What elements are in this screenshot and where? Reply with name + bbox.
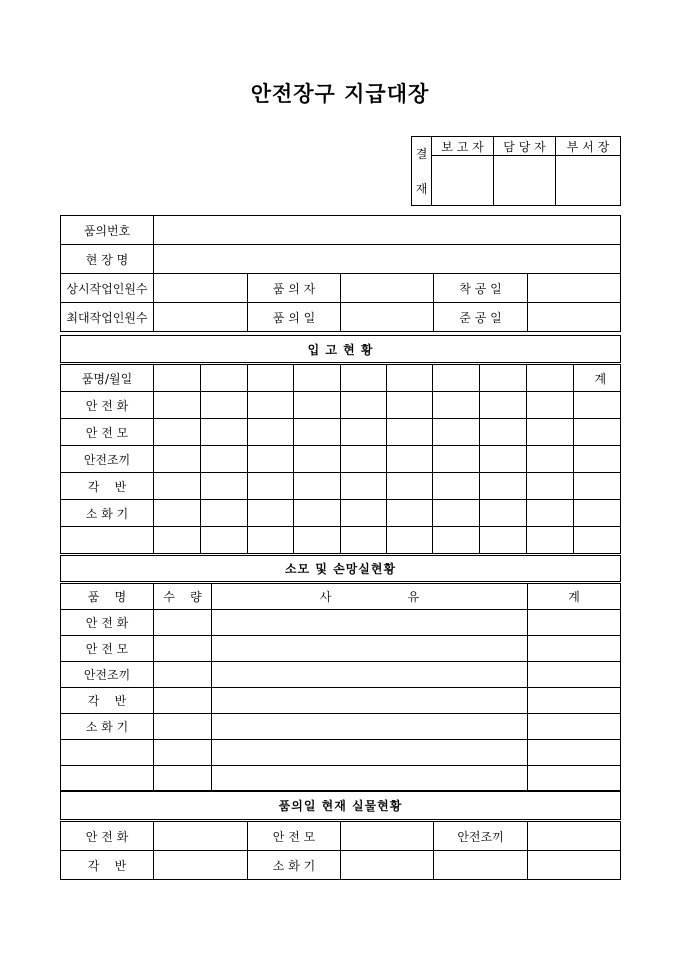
date-cell[interactable]: [294, 364, 341, 392]
loss-item-label: 안전조끼: [61, 662, 154, 688]
quantity-cell[interactable]: [433, 392, 480, 419]
quantity-cell[interactable]: [480, 500, 527, 527]
loss-header: 품 명: [61, 583, 154, 610]
quantity-cell[interactable]: [294, 392, 341, 419]
quantity-cell[interactable]: [154, 500, 201, 527]
loss-reason-cell[interactable]: [212, 662, 528, 688]
loss-quantity-cell[interactable]: [154, 662, 212, 688]
incoming-header-item: 품명/월일: [61, 364, 154, 392]
incoming-row: [61, 527, 621, 554]
quantity-cell[interactable]: [433, 500, 480, 527]
label-cell: 상시작업인원수: [61, 274, 154, 303]
quantity-cell[interactable]: [527, 500, 574, 527]
quantity-cell[interactable]: [294, 527, 341, 554]
quantity-cell[interactable]: [527, 446, 574, 473]
date-cell[interactable]: [154, 364, 201, 392]
loss-reason-cell[interactable]: [212, 610, 528, 636]
label-cell: 안 전 모: [248, 821, 341, 851]
quantity-cell[interactable]: [248, 419, 294, 446]
loss-item-label: 안 전 모: [61, 636, 154, 662]
incoming-row: [61, 446, 621, 473]
loss-header: 사 유: [212, 583, 528, 610]
quantity-cell[interactable]: [248, 500, 294, 527]
actual-section-title: 품의일 현재 실물현황: [61, 791, 621, 821]
quantity-cell[interactable]: [574, 392, 621, 419]
quantity-cell[interactable]: [433, 473, 480, 500]
quantity-cell[interactable]: [480, 446, 527, 473]
quantity-cell[interactable]: [201, 446, 248, 473]
approval-side-bottom: 재: [415, 182, 428, 196]
approval-side-label: [412, 137, 432, 206]
quantity-cell[interactable]: [154, 527, 201, 554]
label-cell: 준 공 일: [434, 303, 528, 332]
quantity-cell[interactable]: [433, 446, 480, 473]
loss-header: 계: [528, 583, 621, 610]
date-cell[interactable]: [201, 364, 248, 392]
loss-row: [61, 610, 621, 636]
loss-reason-cell[interactable]: [212, 740, 528, 766]
incoming-item-label: 안 전 화: [61, 392, 154, 419]
loss-total-cell[interactable]: [528, 662, 621, 688]
quantity-cell[interactable]: [387, 392, 433, 419]
approval-signature-cell[interactable]: [432, 156, 494, 206]
quantity-cell[interactable]: [387, 527, 433, 554]
date-cell[interactable]: [527, 364, 574, 392]
approval-signature-cell[interactable]: [494, 156, 556, 206]
label-cell: 최대작업인원수: [61, 303, 154, 332]
label-cell: 안 전 화: [61, 821, 154, 851]
empty-cell: [434, 851, 528, 880]
label-cell: 품 의 일: [248, 303, 341, 332]
loss-quantity-cell[interactable]: [154, 636, 212, 662]
quantity-cell[interactable]: [387, 419, 433, 446]
info-table: [60, 215, 621, 332]
loss-row: [61, 714, 621, 740]
incoming-row: [61, 473, 621, 500]
loss-total-cell[interactable]: [528, 688, 621, 714]
label-cell: 착 공 일: [434, 274, 528, 303]
approval-role: 부 서 장: [556, 137, 621, 156]
incoming-row: [61, 392, 621, 419]
loss-item-label: 소 화 기: [61, 714, 154, 740]
quantity-cell[interactable]: [248, 392, 294, 419]
loss-total-cell[interactable]: [528, 714, 621, 740]
value-cell[interactable]: [341, 851, 434, 880]
incoming-item-label: [61, 527, 154, 554]
loss-item-label: 각 반: [61, 688, 154, 714]
value-cell[interactable]: [154, 274, 248, 303]
quantity-cell[interactable]: [341, 419, 387, 446]
quantity-cell[interactable]: [433, 419, 480, 446]
quantity-cell[interactable]: [480, 419, 527, 446]
loss-total-cell[interactable]: [528, 610, 621, 636]
incoming-header-total: 계: [574, 364, 621, 392]
quantity-cell[interactable]: [294, 473, 341, 500]
quantity-cell[interactable]: [480, 392, 527, 419]
approval-role: 담 당 자: [494, 137, 556, 156]
loss-quantity-cell[interactable]: [154, 688, 212, 714]
label-cell: 품의번호: [61, 216, 154, 245]
loss-row: [61, 740, 621, 766]
loss-item-label: [61, 766, 154, 792]
label-cell: 각 반: [61, 851, 154, 880]
value-cell[interactable]: [154, 821, 248, 851]
quantity-cell[interactable]: [433, 527, 480, 554]
value-cell[interactable]: [154, 851, 248, 880]
incoming-item-label: 안전조끼: [61, 446, 154, 473]
loss-total-cell[interactable]: [528, 766, 621, 792]
quantity-cell[interactable]: [154, 419, 201, 446]
loss-item-label: [61, 740, 154, 766]
quantity-cell[interactable]: [294, 446, 341, 473]
value-cell[interactable]: [341, 821, 434, 851]
value-cell[interactable]: [528, 274, 621, 303]
quantity-cell[interactable]: [248, 527, 294, 554]
quantity-cell[interactable]: [527, 473, 574, 500]
quantity-cell[interactable]: [201, 392, 248, 419]
quantity-cell[interactable]: [480, 473, 527, 500]
quantity-cell[interactable]: [574, 473, 621, 500]
approval-side-top: 결: [415, 147, 428, 161]
date-cell[interactable]: [248, 364, 294, 392]
incoming-item-label: 안 전 모: [61, 419, 154, 446]
loss-row: [61, 662, 621, 688]
quantity-cell[interactable]: [574, 500, 621, 527]
quantity-cell[interactable]: [341, 500, 387, 527]
loss-row: [61, 688, 621, 714]
quantity-cell[interactable]: [387, 473, 433, 500]
quantity-cell[interactable]: [341, 473, 387, 500]
loss-quantity-cell[interactable]: [154, 740, 212, 766]
loss-reason-cell[interactable]: [212, 766, 528, 792]
quantity-cell[interactable]: [201, 473, 248, 500]
quantity-cell[interactable]: [341, 446, 387, 473]
value-cell[interactable]: [154, 245, 621, 274]
loss-row: [61, 636, 621, 662]
quantity-cell[interactable]: [574, 419, 621, 446]
empty-cell: [528, 851, 621, 880]
incoming-row: [61, 500, 621, 527]
loss-quantity-cell[interactable]: [154, 714, 212, 740]
incoming-section-title: 입 고 현 황: [61, 336, 621, 364]
quantity-cell[interactable]: [248, 446, 294, 473]
quantity-cell[interactable]: [154, 446, 201, 473]
quantity-cell[interactable]: [574, 527, 621, 554]
quantity-cell[interactable]: [294, 500, 341, 527]
date-cell[interactable]: [433, 364, 480, 392]
quantity-cell[interactable]: [201, 500, 248, 527]
quantity-cell[interactable]: [341, 527, 387, 554]
label-cell: 안전조끼: [434, 821, 528, 851]
label-cell: 소 화 기: [248, 851, 341, 880]
loss-row: [61, 766, 621, 792]
date-cell[interactable]: [387, 364, 433, 392]
incoming-item-label: 각 반: [61, 473, 154, 500]
document-title: 안전장구 지급대장: [250, 81, 430, 106]
value-cell[interactable]: [341, 274, 434, 303]
date-cell[interactable]: [341, 364, 387, 392]
value-cell[interactable]: [154, 216, 621, 245]
quantity-cell[interactable]: [201, 527, 248, 554]
approval-role: 보 고 자: [432, 137, 494, 156]
value-cell[interactable]: [528, 821, 621, 851]
quantity-cell[interactable]: [527, 392, 574, 419]
quantity-cell[interactable]: [480, 527, 527, 554]
quantity-cell[interactable]: [527, 419, 574, 446]
quantity-cell[interactable]: [387, 446, 433, 473]
quantity-cell[interactable]: [154, 392, 201, 419]
value-cell[interactable]: [341, 303, 434, 332]
incoming-row: [61, 419, 621, 446]
quantity-cell[interactable]: [574, 446, 621, 473]
quantity-cell[interactable]: [341, 392, 387, 419]
actual-table: [60, 790, 621, 880]
quantity-cell[interactable]: [248, 473, 294, 500]
loss-quantity-cell[interactable]: [154, 766, 212, 792]
loss-total-cell[interactable]: [528, 740, 621, 766]
loss-reason-cell[interactable]: [212, 636, 528, 662]
date-cell[interactable]: [480, 364, 527, 392]
label-cell: 현 장 명: [61, 245, 154, 274]
incoming-table: [60, 335, 621, 554]
loss-item-label: 안 전 화: [61, 610, 154, 636]
approval-signature-cell[interactable]: [556, 156, 621, 206]
loss-section-title: 소모 및 손망실현황: [61, 556, 621, 583]
loss-table: [60, 555, 621, 792]
loss-quantity-cell[interactable]: [154, 610, 212, 636]
quantity-cell[interactable]: [294, 419, 341, 446]
label-cell: 품 의 자: [248, 274, 341, 303]
quantity-cell[interactable]: [387, 500, 433, 527]
incoming-item-label: 소 화 기: [61, 500, 154, 527]
loss-reason-cell[interactable]: [212, 714, 528, 740]
quantity-cell[interactable]: [154, 473, 201, 500]
approval-box: [411, 136, 621, 206]
value-cell[interactable]: [528, 303, 621, 332]
value-cell[interactable]: [154, 303, 248, 332]
loss-reason-cell[interactable]: [212, 688, 528, 714]
loss-header: 수 량: [154, 583, 212, 610]
quantity-cell[interactable]: [201, 419, 248, 446]
loss-total-cell[interactable]: [528, 636, 621, 662]
quantity-cell[interactable]: [527, 527, 574, 554]
